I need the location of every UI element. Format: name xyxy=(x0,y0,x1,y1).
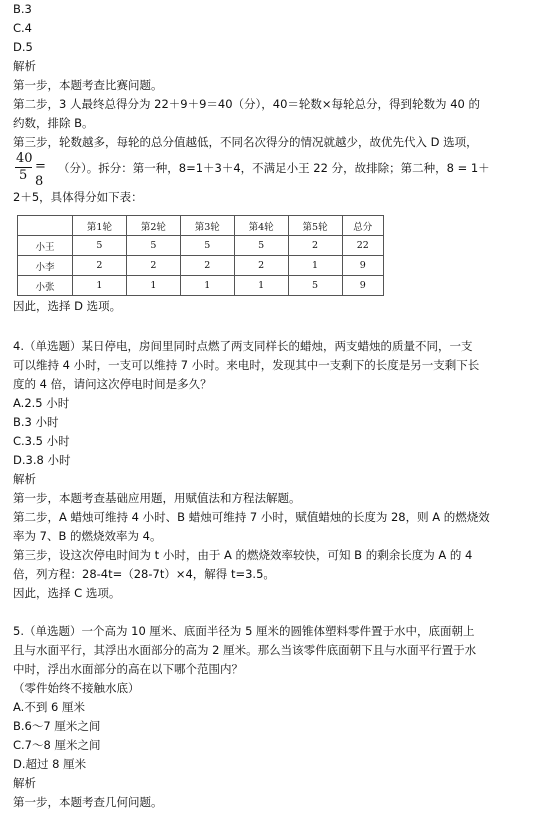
table-header-cell: 第4轮 xyxy=(234,216,288,236)
question-stem: 可以维持 4 小时，一支可以维持 7 小时。来电时，发现其中一支剩下的长度是另一支剩下长 xyxy=(13,358,480,372)
table-cell: 1 xyxy=(73,276,127,296)
table-cell: 小张 xyxy=(18,276,73,296)
table-row xyxy=(18,256,384,276)
table-cell: 9 xyxy=(342,256,383,276)
analysis-step: 第三步，设这次停电时间为 t 小时，由于 A 的燃烧效率较快，可知 B 的剩余长度为 A 的 4 xyxy=(13,548,473,562)
option-b: B.3 小时 xyxy=(13,415,59,429)
table-cell: 小王 xyxy=(18,236,73,256)
option-a: A.不到 6 厘米 xyxy=(13,700,85,714)
analysis-step: 率为 7、B 的燃烧效率为 4。 xyxy=(13,529,162,543)
table-header-cell: 第5轮 xyxy=(288,216,342,236)
analysis-step: 第一步，本题考查基础应用题，用赋值法和方程法解题。 xyxy=(13,491,301,505)
conclusion: 因此，选择 C 选项。 xyxy=(13,586,121,600)
analysis-label: 解析 xyxy=(13,59,36,73)
option-d: D.5 xyxy=(13,40,33,54)
table-header-cell: 第2轮 xyxy=(126,216,180,236)
question-stem: 且与水面平行，其浮出水面部分的高为 2 厘米。那么当该零件底面朝下且与水面平行置于水 xyxy=(13,643,477,657)
table-cell: 1 xyxy=(234,276,288,296)
option-d: D.超过 8 厘米 xyxy=(13,757,87,771)
fraction-numerator: 40 xyxy=(16,151,33,166)
option-c: C.4 xyxy=(13,21,33,35)
table-cell: 2 xyxy=(126,256,180,276)
table-cell: 5 xyxy=(288,276,342,296)
analysis-step: 约数，排除 B。 xyxy=(13,116,94,130)
question-stem: 4.（单选题）某日停电，房间里同时点燃了两支同样长的蜡烛，两支蜡烛的质量不同，一支 xyxy=(13,339,473,353)
table-cell: 2 xyxy=(73,256,127,276)
question-stem: 5.（单选题）一个高为 10 厘米、底面半径为 5 厘米的圆锥体塑料零件置于水中，底面朝上 xyxy=(13,624,475,638)
option-a: A.2.5 小时 xyxy=(13,396,70,410)
analysis-step: 第二步，3 人最终总得分为 22＋9＋9＝40（分），40＝轮数×每轮总分，得到轮数为 40 的 xyxy=(13,97,480,111)
conclusion: 因此，选择 D 选项。 xyxy=(13,299,122,313)
analysis-step: 2＋5，具体得分如下表： xyxy=(13,190,143,204)
analysis-label: 解析 xyxy=(13,776,36,790)
score-table xyxy=(17,215,384,296)
analysis-step: 第二步，A 蜡烛可维持 4 小时、B 蜡烛可维持 7 小时，赋值蜡烛的长度为 28，则 A 的燃烧效 xyxy=(13,510,490,524)
fraction-formula xyxy=(13,151,53,189)
analysis-step: 倍，列方程：28-4t=（28-7t）×4，解得 t=3.5。 xyxy=(13,567,275,581)
option-b: B.6～7 厘米之间 xyxy=(13,719,101,733)
analysis-step: 第一步，本题考查比赛问题。 xyxy=(13,78,163,92)
analysis-label: 解析 xyxy=(13,472,36,486)
table-cell: 小李 xyxy=(18,256,73,276)
option-c: C.7～8 厘米之间 xyxy=(13,738,101,752)
question-stem: 中时，浮出水面部分的高在以下哪个范围内？ xyxy=(13,662,243,676)
table-cell: 22 xyxy=(342,236,383,256)
table-cell: 2 xyxy=(234,256,288,276)
table-cell: 2 xyxy=(180,256,234,276)
table-cell: 9 xyxy=(342,276,383,296)
table-row xyxy=(18,276,384,296)
table-header-row xyxy=(18,216,384,236)
analysis-step: （分）。拆分：第一种，8=1＋3＋4，不满足小王 22 分，故排除；第二种，8 = 1＋ xyxy=(58,161,490,175)
option-d: D.3.8 小时 xyxy=(13,453,71,467)
table-cell: 1 xyxy=(288,256,342,276)
table-header-cell xyxy=(18,216,73,236)
table-header-cell: 总分 xyxy=(342,216,383,236)
analysis-step: 第三步，轮数越多，每轮的总分值越低，不同名次得分的情况就越少，故优先代入 D 选项， xyxy=(13,135,478,149)
fraction-result: = 8 xyxy=(35,159,46,189)
table-cell: 1 xyxy=(126,276,180,296)
table-cell: 5 xyxy=(234,236,288,256)
fraction-denominator: 5 xyxy=(19,168,28,183)
table-cell: 5 xyxy=(180,236,234,256)
option-c: C.3.5 小时 xyxy=(13,434,70,448)
table-header-cell: 第3轮 xyxy=(180,216,234,236)
analysis-step: 第一步，本题考查几何问题。 xyxy=(13,795,163,809)
question-note: （零件始终不接触水底） xyxy=(13,681,140,695)
table-cell: 5 xyxy=(126,236,180,256)
question-stem: 度的 4 倍，请问这次停电时间是多久？ xyxy=(13,377,212,391)
table-cell: 1 xyxy=(180,276,234,296)
table-cell: 2 xyxy=(288,236,342,256)
table-cell: 5 xyxy=(73,236,127,256)
table-header-cell: 第1轮 xyxy=(73,216,127,236)
table-row xyxy=(18,236,384,256)
option-b: B.3 xyxy=(13,2,32,16)
